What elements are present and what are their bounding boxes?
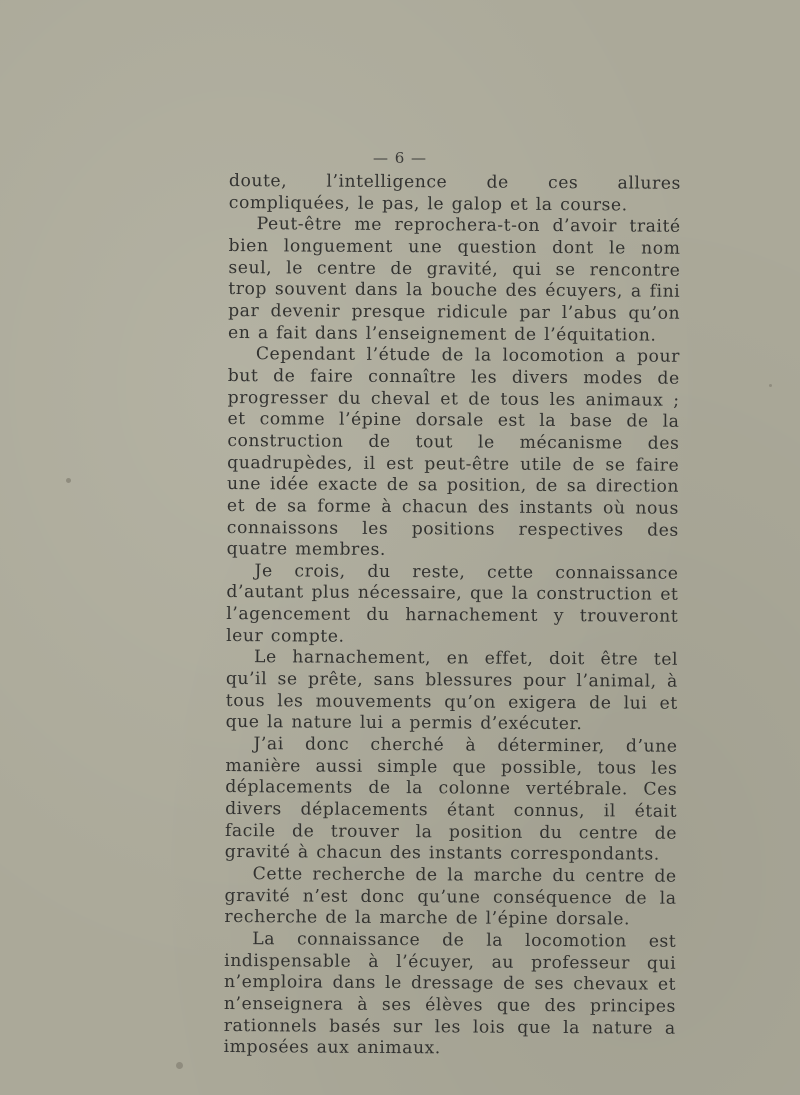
page-number: — 6 —	[372, 149, 428, 167]
paragraph-3: Cependant l’étude de la locomotion a pour but de faire connaître les divers modes de progresser du cheval et de tous les animaux ; et comme l’épine dorsale est la base de la construction de tout le mécanisme des quadrupèdes, il est peut-être utile de se faire une idée exacte de sa position, de sa direction et de sa forme à chacun des instants où nous connaissons les positions respectives des quatre membres.	[226, 344, 680, 561]
paper-speck	[176, 1062, 183, 1069]
paragraph-6: J’ai donc cherché à déterminer, d’une manière aussi simple que possible, tous les déplacements de la colonne vertébrale. Ces divers déplacements étant connus, il était facile de trouver la position du centre de gravité à chacun des instants correspondants.	[224, 734, 678, 865]
paper-speck	[769, 384, 772, 387]
body-text	[224, 171, 681, 1062]
paper-speck	[66, 478, 71, 483]
paragraph-5: Le harnachement, en effet, doit être tel qu’il se prête, sans blessures pour l’animal, à tous les mouvements qu’on exigera de lui et que la nature lui a permis d’exécuter.	[225, 647, 679, 735]
paragraph-1: doute, l’intelligence de ces allures compliquées, le pas, le galop et la course.	[228, 171, 681, 216]
paragraph-4: Je crois, du reste, cette connaissance d’autant plus nécessaire, que la construction et l’agencement du harnachement y trouveront leur compte.	[226, 560, 679, 647]
paragraph-7: Cette recherche de la marche du centre de gravité n’est donc qu’une conséquence de la recherche de la marche de l’épine dorsale.	[224, 864, 677, 930]
paragraph-8: La connaissance de la locomotion est indispensable à l’écuyer, au professeur qui n’emploira dans le dressage de ses chevaux et n’enseignera à ses élèves que des principes rationnels basés sur les lois que la nature a imposées aux animaux.	[223, 929, 677, 1059]
paragraph-2: Peut-être me reprochera-t-on d’avoir traité bien longuement une question dont le nom seul, le centre de gravité, qui se rencontre trop souvent dans la bouche des écuyers, a fini par devenir presque ridicule par l’abus qu’on en a fait dans l’enseignement de l’équitation.	[227, 214, 681, 346]
